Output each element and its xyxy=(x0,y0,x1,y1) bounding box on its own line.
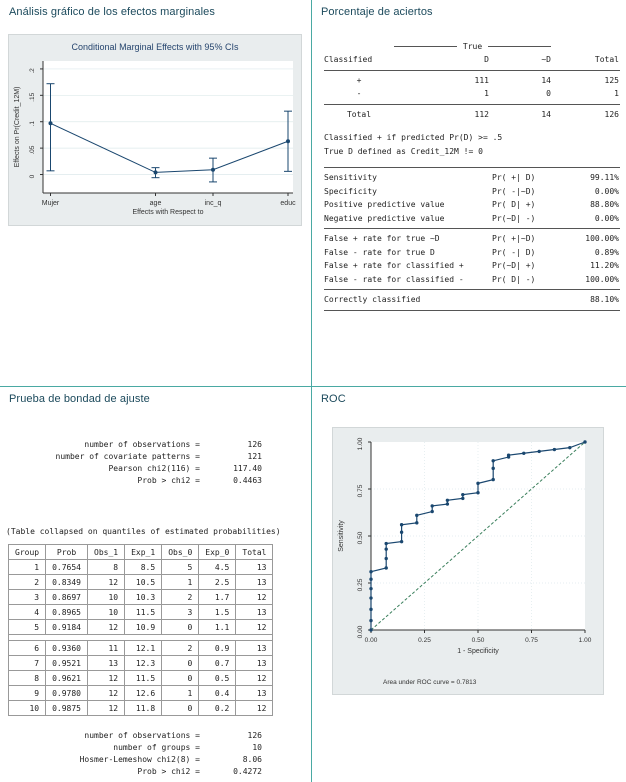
classification-matrix-rows xyxy=(324,74,620,101)
svg-text:0.25: 0.25 xyxy=(357,578,364,592)
table-row: - 1 0 1 xyxy=(356,89,619,98)
roc-caption: Area under ROC curve = 0.7813 xyxy=(383,679,477,686)
note-line: Classified + if predicted Pr(D) >= .5 xyxy=(324,133,503,142)
gof-row: 1 0.7654 8 8.5 5 4.5 13 xyxy=(9,560,273,575)
rule-line xyxy=(324,70,620,71)
roc-svg xyxy=(333,428,603,694)
stat-row: Sensitivity Pr( +| D) 99.11% xyxy=(324,173,619,182)
svg-text:0.00: 0.00 xyxy=(357,625,364,639)
gof-row: 9 0.9780 12 12.6 1 0.4 13 xyxy=(9,686,273,701)
gof-header-row: Group Prob Obs_1 Exp_1 Obs_0 Exp_0 Total xyxy=(9,545,273,560)
svg-text:0.00: 0.00 xyxy=(364,637,378,644)
svg-text:1.00: 1.00 xyxy=(578,637,592,644)
rule-line xyxy=(324,310,620,311)
section-classification xyxy=(312,0,626,386)
svg-text:0.50: 0.50 xyxy=(357,531,364,545)
gof-table xyxy=(8,544,273,716)
gof-row: 6 0.9360 11 12.1 2 0.9 13 xyxy=(9,641,273,656)
stat-row: False - rate for true D Pr( -| D) 0.89% xyxy=(324,247,619,257)
stat-line: number of observations = 126 xyxy=(84,731,262,740)
correctly-classified-row: Correctly classified 88.10% xyxy=(324,295,619,304)
svg-text:0.75: 0.75 xyxy=(357,484,364,498)
section-title-marginal: Análisis gráfico de los efectos marginales xyxy=(9,6,215,18)
rule-line xyxy=(394,46,457,47)
section-goodness-of-fit xyxy=(0,387,311,782)
svg-text:inc_q: inc_q xyxy=(204,200,222,207)
classification-header-row: Classified D ~D Total xyxy=(324,55,619,64)
stat-row: False + rate for classified + Pr(~D| +) 11.20% xyxy=(324,261,619,270)
stat-line: number of covariate patterns = 121 xyxy=(55,452,262,461)
svg-text:.2: .2 xyxy=(29,68,36,74)
gof-row: 2 0.8349 12 10.5 1 2.5 13 xyxy=(9,575,273,590)
stat-line: Hosmer-Lemeshow chi2(8) = 8.06 xyxy=(79,755,262,764)
gof-footer-stats xyxy=(22,730,311,778)
section-roc xyxy=(312,387,626,782)
svg-text:1 - Specificity: 1 - Specificity xyxy=(457,648,499,655)
svg-text:0: 0 xyxy=(29,174,36,179)
svg-text:age: age xyxy=(149,200,162,207)
marginal-effects-chart xyxy=(8,34,302,226)
svg-text:educ: educ xyxy=(280,200,296,207)
gof-row: 7 0.9521 13 12.3 0 0.7 13 xyxy=(9,656,273,671)
svg-text:1.00: 1.00 xyxy=(357,437,364,451)
gof-row: 5 0.9184 12 10.9 0 1.1 12 xyxy=(9,620,273,635)
gof-row: 3 0.8697 10 10.3 2 1.7 12 xyxy=(9,590,273,605)
stat-line: number of observations = 126 xyxy=(84,440,262,449)
svg-text:.05: .05 xyxy=(29,145,36,155)
rule-line xyxy=(324,289,620,290)
svg-text:Conditional Marginal Effects w: Conditional Marginal Effects with 95% CIs xyxy=(71,42,239,52)
section-marginal-effects xyxy=(0,0,311,386)
svg-text:Mujer: Mujer xyxy=(41,200,60,207)
true-header-row xyxy=(324,40,620,53)
stats-list-false-rates xyxy=(324,232,620,286)
gof-note: (Table collapsed on quantiles of estimated probabilities) xyxy=(6,527,281,536)
stat-row: Negative predictive value Pr(~D| -) 0.00% xyxy=(324,213,619,223)
roc-chart xyxy=(332,427,604,695)
stat-row: Specificity Pr( -|~D) 0.00% xyxy=(324,186,619,196)
svg-text:Effects on Pr(Credit_12M): Effects on Pr(Credit_12M) xyxy=(14,86,21,168)
rule-line xyxy=(324,167,620,168)
svg-text:0.50: 0.50 xyxy=(471,637,485,644)
table-row: + 111 14 125 xyxy=(356,75,619,85)
svg-text:.15: .15 xyxy=(29,92,36,102)
true-header: True xyxy=(394,40,551,53)
section-title-gof: Prueba de bondad de ajuste xyxy=(9,393,150,405)
note-line: True D defined as Credit_12M != 0 xyxy=(324,146,483,156)
section-title-roc: ROC xyxy=(321,393,346,405)
gof-row: 4 0.8965 10 11.5 3 1.5 13 xyxy=(9,605,273,620)
gof-row: 10 0.9875 12 11.8 0 0.2 12 xyxy=(9,701,273,716)
gof-row: 8 0.9621 12 11.5 0 0.5 12 xyxy=(9,671,273,686)
stat-line: number of groups = 10 xyxy=(113,743,262,752)
stats-list-primary xyxy=(324,171,620,225)
classification-notes xyxy=(324,131,620,158)
stat-line: Prob > chi2 = 0.4463 xyxy=(137,476,262,485)
stat-row: Positive predictive value Pr( D| +) 88.80% xyxy=(324,200,619,209)
rule-line xyxy=(324,228,620,229)
classification-output xyxy=(324,40,620,311)
rule-line xyxy=(324,104,620,105)
rule-line xyxy=(488,46,551,47)
svg-text:0.75: 0.75 xyxy=(525,637,538,644)
svg-text:.1: .1 xyxy=(29,121,36,127)
section-title-classification: Porcentaje de aciertos xyxy=(321,6,433,18)
svg-text:Effects with Respect to: Effects with Respect to xyxy=(132,209,204,216)
stat-row: False - rate for classified - Pr( D| -) 100.00% xyxy=(324,274,619,284)
classification-total-row: Total 112 14 126 xyxy=(346,109,619,119)
stat-line: Pearson chi2(116) = 117.40 xyxy=(108,464,262,473)
svg-text:0.25: 0.25 xyxy=(418,637,431,644)
svg-text:Sensitivity: Sensitivity xyxy=(338,520,345,552)
marginal-effects-svg xyxy=(9,35,301,225)
gof-header-stats xyxy=(22,439,311,487)
stat-line: Prob > chi2 = 0.4272 xyxy=(137,767,262,776)
stat-row: False + rate for true ~D Pr( +|~D) 100.00% xyxy=(324,234,619,243)
